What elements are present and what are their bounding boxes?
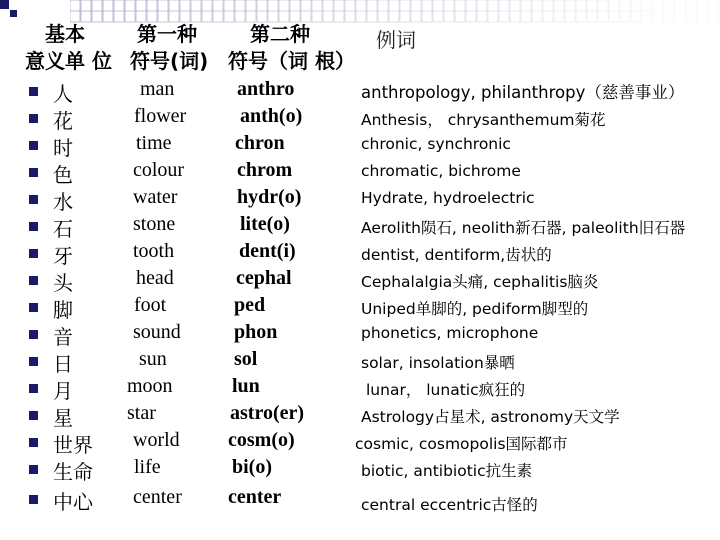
word-root: bi(o) [232,456,272,478]
table-row [0,428,720,455]
header-second: 第二种 [250,22,310,46]
meaning-en: man [140,78,175,100]
meaning-en: stone [133,213,176,235]
word-root: chrom [237,159,293,181]
word-root: astro(er) [230,402,305,424]
meaning-en: time [136,132,172,154]
meaning-cn: 人 [53,82,73,106]
word-root: phon [234,321,278,343]
table-row [0,347,720,374]
meaning-cn: 世界 [53,433,93,457]
word-root: anth(o) [240,105,303,127]
header-symbol-word: 符号(词) [130,49,209,73]
table-row [0,158,720,185]
bullet-icon [29,411,38,420]
table-row [0,455,720,482]
bullet-icon [29,114,38,123]
meaning-en: moon [127,375,173,397]
bullet-icon [29,384,38,393]
meaning-cn: 中心 [53,490,93,514]
meaning-en: center [133,486,182,508]
example-words: cosmic, cosmopolis国际都市 [355,435,568,453]
header-basic: 基本 [45,22,85,46]
word-root: cosm(o) [228,429,295,451]
table-row [0,266,720,293]
table-row [0,374,720,401]
word-root: hydr(o) [237,186,302,208]
meaning-en: life [134,456,161,478]
meaning-cn: 音 [53,325,73,349]
bullet-icon [29,438,38,447]
bullet-icon [29,303,38,312]
meaning-en: star [127,402,156,424]
example-words: Anthesis， chrysanthemum菊花 [361,111,606,129]
meaning-cn: 日 [53,352,73,376]
header-symbol-root: 符号（词 根） [228,49,355,73]
example-words: central eccentric古怪的 [361,496,538,514]
bullet-icon [29,195,38,204]
word-root: lite(o) [240,213,290,235]
header-first: 第一种 [137,22,197,46]
meaning-en: colour [133,159,185,181]
meaning-cn: 花 [53,109,73,133]
meaning-cn: 水 [53,190,73,214]
example-words: biotic, antibiotic抗生素 [361,462,533,480]
example-words: anthropology, philanthropy（慈善事业） [361,83,685,102]
table-row [0,131,720,158]
table-row [0,104,720,131]
meaning-cn: 月 [53,379,73,403]
word-root: anthro [237,78,295,100]
bullet-icon [29,276,38,285]
table-row [0,293,720,320]
example-words: Uniped单脚的, pediform脚型的 [361,300,589,318]
meaning-en: flower [134,105,187,127]
example-words: Astrology占星术, astronomy天文学 [361,408,620,426]
example-words: Cephalalgia头痛, cephalitis脑炎 [361,273,599,291]
bullet-icon [29,495,38,504]
meaning-en: tooth [133,240,175,262]
bullet-icon [29,465,38,474]
meaning-cn: 生命 [53,460,93,484]
bullet-icon [29,168,38,177]
example-words: chromatic, bichrome [361,162,521,180]
table-row [0,185,720,212]
bullet-icon [29,222,38,231]
meaning-cn: 色 [53,163,73,187]
word-root: dent(i) [239,240,296,262]
meaning-cn: 时 [53,136,73,160]
word-root: center [228,486,282,508]
meaning-cn: 牙 [53,244,73,268]
table-row [0,320,720,347]
meaning-en: sun [139,348,167,370]
word-root: lun [232,375,260,397]
meaning-en: sound [133,321,181,343]
meaning-cn: 头 [53,271,73,295]
meaning-en: world [133,429,180,451]
example-words: Aerolith陨石, neolith新石器, paleolith旧石器 [361,219,686,237]
header-meaning-unit: 意义单 位 [25,49,112,73]
meaning-en: foot [134,294,167,316]
meaning-en: head [136,267,174,289]
example-words: phonetics, microphone [361,324,539,342]
example-words: dentist, dentiform,齿状的 [361,246,552,264]
bullet-icon [29,87,38,96]
table-row [0,401,720,428]
bullet-icon [29,330,38,339]
table-row [0,212,720,239]
meaning-cn: 星 [53,406,73,430]
meaning-cn: 石 [53,217,73,241]
table-row [0,485,720,512]
meaning-cn: 脚 [53,298,73,322]
table-row [0,77,720,104]
word-root: chron [235,132,285,154]
bullet-icon [29,249,38,258]
example-words: Hydrate, hydroelectric [361,189,535,207]
deco-square-small [10,10,17,17]
header-example: 例词 [376,28,416,52]
example-words: chronic, synchronic [361,135,511,153]
word-root: ped [234,294,266,316]
bullet-icon [29,357,38,366]
word-root: sol [234,348,258,370]
deco-square-large [0,0,9,9]
example-words: solar, insolation暴晒 [361,354,515,372]
word-root: cephal [236,267,292,289]
meaning-en: water [133,186,178,208]
table-row [0,239,720,266]
example-words: lunar， lunatic疯狂的 [366,381,526,399]
bullet-icon [29,141,38,150]
